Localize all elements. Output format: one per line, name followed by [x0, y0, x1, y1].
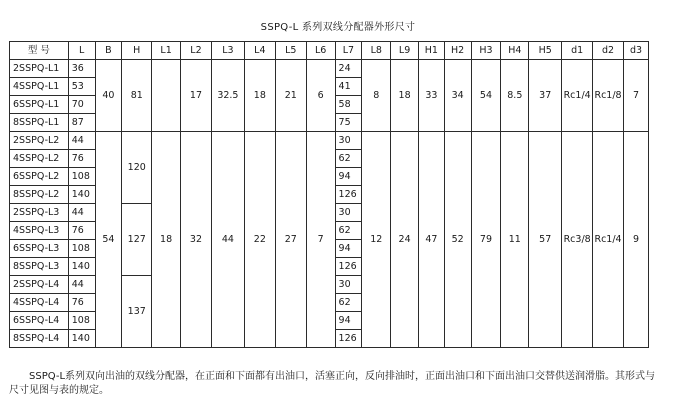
dimension-table — [9, 41, 649, 348]
column-header: L2 — [181, 42, 212, 60]
length-cell: 44 — [68, 276, 95, 294]
column-header: L9 — [391, 42, 419, 60]
column-header: H4 — [501, 42, 529, 60]
h-cell: 81 — [122, 60, 152, 132]
h-cell: 120 — [122, 132, 152, 204]
table-title: SSPQ-L 系列双线分配器外形尺寸 — [260, 22, 416, 33]
model-cell: 6SSPQ-L1 — [10, 96, 69, 114]
h2-cell: 52 — [444, 132, 471, 348]
length-cell: 108 — [68, 168, 95, 186]
l8-cell: 8 — [362, 60, 391, 132]
column-header: L5 — [275, 42, 306, 60]
length-cell: 76 — [68, 294, 95, 312]
column-header: H1 — [418, 42, 444, 60]
l7-cell: 30 — [335, 276, 362, 294]
model-cell: 2SSPQ-L4 — [10, 276, 69, 294]
d3-cell: 9 — [624, 132, 649, 348]
l7-cell: 126 — [335, 258, 362, 276]
length-cell: 140 — [68, 186, 95, 204]
l7-cell: 94 — [335, 312, 362, 330]
l9-cell: 24 — [391, 132, 419, 348]
column-header: L4 — [244, 42, 275, 60]
h5-cell: 57 — [529, 132, 562, 348]
l7-cell: 62 — [335, 222, 362, 240]
column-header: H5 — [529, 42, 562, 60]
table-row — [10, 60, 649, 78]
l6-cell: 6 — [306, 60, 335, 132]
model-cell: 4SSPQ-L1 — [10, 78, 69, 96]
l7-cell: 24 — [335, 60, 362, 78]
l1-cell — [152, 60, 181, 132]
l7-cell: 126 — [335, 186, 362, 204]
length-cell: 44 — [68, 204, 95, 222]
column-header: d3 — [624, 42, 649, 60]
length-cell: 44 — [68, 132, 95, 150]
table-row — [10, 132, 649, 150]
model-cell: 2SSPQ-L3 — [10, 204, 69, 222]
model-cell: 6SSPQ-L3 — [10, 240, 69, 258]
length-cell: 76 — [68, 150, 95, 168]
header-row — [10, 42, 649, 60]
l3-cell: 32.5 — [211, 60, 244, 132]
model-cell: 4SSPQ-L2 — [10, 150, 69, 168]
note-text: SSPQ-L系列双向出油的双线分配器，在正面和下面都有出油口，活塞正向，反向排油时，正面出油口和下面出油口交替供送润滑脂。其形式与尺寸见图与表的规定。 — [9, 371, 656, 396]
column-header: B — [95, 42, 122, 60]
l1-cell: 18 — [152, 132, 181, 348]
l7-cell: 41 — [335, 78, 362, 96]
model-cell: 4SSPQ-L3 — [10, 222, 69, 240]
l7-cell: 126 — [335, 330, 362, 348]
h2-cell: 34 — [444, 60, 471, 132]
l2-cell: 17 — [181, 60, 212, 132]
model-cell: 6SSPQ-L2 — [10, 168, 69, 186]
length-cell: 36 — [68, 60, 95, 78]
model-cell: 6SSPQ-L4 — [10, 312, 69, 330]
column-header: H2 — [444, 42, 471, 60]
description-note — [9, 370, 659, 398]
h1-cell: 33 — [418, 60, 444, 132]
l2-cell: 32 — [181, 132, 212, 348]
h4-cell: 11 — [501, 132, 529, 348]
model-cell: 2SSPQ-L1 — [10, 60, 69, 78]
l5-cell: 27 — [275, 132, 306, 348]
column-header: L3 — [211, 42, 244, 60]
column-header: L1 — [152, 42, 181, 60]
h-cell: 127 — [122, 204, 152, 276]
column-header: L6 — [306, 42, 335, 60]
d2-cell: Rc1/8 — [593, 60, 624, 132]
d1-cell: Rc3/8 — [562, 132, 593, 348]
h1-cell: 47 — [418, 132, 444, 348]
column-header: 型 号 — [10, 42, 69, 60]
h-cell: 137 — [122, 276, 152, 348]
model-cell: 8SSPQ-L1 — [10, 114, 69, 132]
l8-cell: 12 — [362, 132, 391, 348]
l7-cell: 30 — [335, 204, 362, 222]
length-cell: 70 — [68, 96, 95, 114]
l7-cell: 30 — [335, 132, 362, 150]
length-cell: 87 — [68, 114, 95, 132]
l7-cell: 58 — [335, 96, 362, 114]
l7-cell: 94 — [335, 240, 362, 258]
model-cell: 8SSPQ-L2 — [10, 186, 69, 204]
column-header: L8 — [362, 42, 391, 60]
column-header: H3 — [471, 42, 501, 60]
length-cell: 140 — [68, 330, 95, 348]
length-cell: 53 — [68, 78, 95, 96]
l7-cell: 62 — [335, 150, 362, 168]
column-header: d2 — [593, 42, 624, 60]
model-cell: 2SSPQ-L2 — [10, 132, 69, 150]
d2-cell: Rc1/4 — [593, 132, 624, 348]
l6-cell: 7 — [306, 132, 335, 348]
column-header: d1 — [562, 42, 593, 60]
b-cell: 40 — [95, 60, 122, 132]
length-cell: 108 — [68, 312, 95, 330]
l9-cell: 18 — [391, 60, 419, 132]
h3-cell: 54 — [471, 60, 501, 132]
column-header: H — [122, 42, 152, 60]
l7-cell: 94 — [335, 168, 362, 186]
l7-cell: 75 — [335, 114, 362, 132]
h5-cell: 37 — [529, 60, 562, 132]
length-cell: 76 — [68, 222, 95, 240]
model-cell: 8SSPQ-L3 — [10, 258, 69, 276]
b-cell: 54 — [95, 132, 122, 348]
l5-cell: 21 — [275, 60, 306, 132]
l7-cell: 62 — [335, 294, 362, 312]
length-cell: 140 — [68, 258, 95, 276]
h3-cell: 79 — [471, 132, 501, 348]
model-cell: 8SSPQ-L4 — [10, 330, 69, 348]
l4-cell: 22 — [244, 132, 275, 348]
l3-cell: 44 — [211, 132, 244, 348]
d3-cell: 7 — [624, 60, 649, 132]
column-header: L — [68, 42, 95, 60]
h4-cell: 8.5 — [501, 60, 529, 132]
column-header: L7 — [335, 42, 362, 60]
model-cell: 4SSPQ-L4 — [10, 294, 69, 312]
length-cell: 108 — [68, 240, 95, 258]
l4-cell: 18 — [244, 60, 275, 132]
d1-cell: Rc1/4 — [562, 60, 593, 132]
